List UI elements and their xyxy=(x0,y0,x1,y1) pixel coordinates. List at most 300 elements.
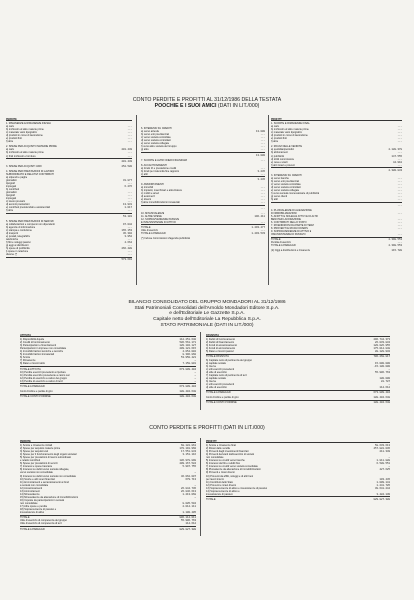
line-item-label: 5. SPESE PER PRESTAZIONI DI SERVIZI xyxy=(6,219,54,223)
line-item-label: c) stampa e confezione xyxy=(6,228,32,232)
line-item-amount: --- xyxy=(260,139,265,143)
line-item-label: 3) Partecipazioni e finanziamenti xyxy=(20,344,57,348)
line-item-amount: 209.167.584 xyxy=(179,462,196,466)
line-item-amount: --- xyxy=(260,198,265,202)
column-heading xyxy=(271,118,402,121)
line-item-label: 2. SPESE PER ACQUISTO MATERIE PRIME xyxy=(6,145,57,149)
line-item-amount: --- xyxy=(397,151,402,155)
line-item-label: c) utili esercizi precedenti xyxy=(206,367,235,371)
line-item-amount: 829.827.388 xyxy=(179,527,196,531)
line-item-label: 11) Ammortamenti e accantonamenti ai fondi xyxy=(20,480,70,484)
line-item-amount: 679.713 xyxy=(185,477,196,481)
line-item-amount: -15.180.000 xyxy=(373,364,390,368)
line-item-amount: 1.009.141 xyxy=(376,480,390,484)
line-item xyxy=(20,395,196,398)
line-item-amount: 26.033.834 xyxy=(374,341,390,345)
line-item-label: 11) Perdita esercizio precedente a carico soci xyxy=(20,373,71,377)
line-item-amount: 175.014.848 xyxy=(373,347,390,351)
line-item-label: BENI PER LAVORAZIONE xyxy=(271,217,301,221)
line-item-label: Utile d'esercizio di competenza di terzi xyxy=(20,522,63,526)
line-item-amount: --- xyxy=(127,197,132,201)
line-item-label: 10) Proventi da affitti, noleggi e di altri beni xyxy=(206,474,254,478)
line-item-label: 7) Interessi e spese bancarie xyxy=(20,465,53,469)
line-item-label: TOTALE A PAREGGIO xyxy=(271,244,297,248)
line-item xyxy=(141,221,265,224)
line-item-amount: — xyxy=(388,382,390,386)
line-item-label: non consolidate xyxy=(206,456,224,460)
line-item-label: a) verso banche xyxy=(271,176,289,180)
line-item-label: c) lavoro precario xyxy=(6,200,26,204)
line-item-amount: --- xyxy=(127,134,132,138)
line-item-amount: 673.809.404 xyxy=(179,367,196,371)
line-item-label: verso società non consolidate xyxy=(20,471,53,475)
line-item-amount: --- xyxy=(397,189,402,193)
line-item-amount: --- xyxy=(397,192,402,196)
line-item-label: b) verso enti previdenziali xyxy=(271,180,300,184)
section2-title-line1: BILANCIO CONSOLIDATO DEL GRUPPO MONDADORI AL 31/12/1986 xyxy=(128,300,286,305)
line-item-amount: --- xyxy=(127,137,132,141)
line-item-amount xyxy=(388,334,390,336)
line-item-amount: 120.102.127 xyxy=(179,344,196,348)
section2-attivita-column xyxy=(20,334,196,398)
line-item-amount: 68.181.861 xyxy=(180,444,196,448)
line-item xyxy=(141,173,265,176)
line-item-label: g) verso clienti xyxy=(271,195,288,199)
line-item-label: 9) Interessi su debiti verso società non consolidate xyxy=(20,474,77,478)
line-item-amount: --- xyxy=(397,211,402,215)
line-item-label: 7) Rimanenze xyxy=(20,359,36,363)
line-item-label: insussistenze di passivo xyxy=(206,492,233,496)
line-item-amount: 8.396.860 xyxy=(182,353,196,357)
line-item-label: f) altre xyxy=(6,209,14,213)
line-item-label: 11. ALTRE SPESE xyxy=(141,214,162,218)
line-item-label: b) inchiostri ed altre materie prime xyxy=(271,128,309,132)
line-item-amount: 4.664 xyxy=(124,241,132,245)
line-item-amount: --- xyxy=(127,154,132,158)
line-item-label: 9. SOPRAVVENIENZE DI ATTIVO E xyxy=(271,229,312,233)
line-item-amount xyxy=(388,440,390,442)
line-item-amount: --- xyxy=(127,253,132,257)
line-item-label: d) verso società controllanti xyxy=(141,139,172,143)
line-item-amount: 427.625 xyxy=(379,468,390,472)
line-item-label: a) fondo tfr e prestazione crediti xyxy=(141,166,177,170)
column-heading xyxy=(20,334,196,337)
line-item-amount: 115.788 xyxy=(391,249,402,253)
line-item-amount: 55.906.763 xyxy=(374,370,390,374)
line-item-amount: 829.827.388 xyxy=(373,498,390,502)
line-item-amount xyxy=(263,237,265,240)
section1-profitti-column xyxy=(271,118,402,252)
line-item-amount: 120.026.955 xyxy=(373,344,390,348)
line-item-label: 7) Interessi su crediti verso società consolidate xyxy=(206,465,258,469)
line-item-label: h) altri xyxy=(271,198,278,202)
line-item-amount: 13.000 xyxy=(255,153,265,157)
section2-header xyxy=(0,300,414,328)
line-item-amount: — xyxy=(388,465,390,469)
line-item-amount: 103.445 xyxy=(379,477,390,481)
line-item-label: SUBORDINATO E RELATIVI CONTRIBUTI xyxy=(6,172,55,176)
line-item-amount: --- xyxy=(127,140,132,144)
line-item-label: 5. AFFITTI E NOLEGGI ATTIVI E DI ALTRI xyxy=(271,214,319,218)
line-item-amount: --- xyxy=(397,220,402,224)
line-item-label: 4. PLUSVALENZE DI ALIENAZIONE xyxy=(271,208,312,212)
line-item-label: TOTALE A PAREGGIO xyxy=(206,391,232,395)
line-item-amount: --- xyxy=(127,225,132,229)
line-item-label: 2. RICAVI DELLE VENDITE xyxy=(271,145,303,149)
line-item-label: 14) Sopravvenienze di attivo e xyxy=(206,489,240,493)
line-item-label: 7. SCORTE E ALTRI ONERI FINANZIARI xyxy=(141,158,188,162)
line-item-label: b) inchiostri ed altre materie prime xyxy=(6,128,44,132)
column-divider xyxy=(136,115,137,285)
line-item-amount: 6.588.551 xyxy=(376,462,390,466)
line-item-amount: --- xyxy=(397,180,402,184)
line-item-label: 1) Scorte e rimanenze iniziali xyxy=(20,444,53,448)
line-item-label: e) prodotti finiti xyxy=(6,137,23,141)
line-item-amount xyxy=(194,334,196,336)
line-item-amount: --- xyxy=(260,206,265,210)
line-item-amount xyxy=(130,118,132,120)
line-item-amount: --- xyxy=(397,203,402,207)
line-item-label: 3. INTERESSI SU CREDITI xyxy=(271,173,302,177)
line-item-label: PERDITE xyxy=(20,440,31,443)
section3-profitti-column xyxy=(206,440,390,501)
section3-perdite-column xyxy=(20,440,196,531)
line-item-amount: 2.398.553 xyxy=(388,244,402,248)
line-item-label: a) capitale sociale xyxy=(206,376,227,380)
line-item-label: a) verso aziende xyxy=(141,130,160,134)
line-item-amount: 5.997.755 xyxy=(182,465,196,469)
line-item-label: 1) Disponibilità liquide xyxy=(20,338,45,342)
line-item-label: 2) Spese per acquisto materie prime xyxy=(20,447,61,451)
section3-header xyxy=(0,426,414,432)
line-item-amount: — xyxy=(194,495,196,499)
section2-title-line3: e dell'Editoriale Le Gazzette S.p.A. xyxy=(169,311,245,317)
section1-title-line2: POOCHIE E I SUOI AMICI xyxy=(154,102,217,109)
line-item xyxy=(271,233,402,236)
section1-middle-column xyxy=(141,127,265,240)
line-item-amount: — xyxy=(194,376,196,380)
line-item xyxy=(20,522,196,525)
line-item-label: INSUSSISTENZE DI PASSIVO xyxy=(271,232,306,236)
line-item-label: a) capitale sociale xyxy=(206,361,227,365)
line-item-amount: 180.000 xyxy=(379,376,390,380)
line-item-label: 12) Proventi e ricavi diversi xyxy=(206,483,237,487)
line-item-label: a) carta xyxy=(6,125,15,129)
column-divider xyxy=(200,438,201,536)
line-item-label: a) collaborazioni e compensi non dipendenti xyxy=(6,222,55,226)
line-item-label: diverse (*) xyxy=(6,253,18,257)
line-item-label: d) verso società controllanti xyxy=(271,186,302,190)
line-item-label: giornalisti xyxy=(6,178,17,182)
line-item-label: 12) Accantonamenti xyxy=(20,486,43,490)
line-item-label: c) materiale vario tipografico xyxy=(271,131,303,135)
line-item-label: d) utile di esercizio xyxy=(206,370,227,374)
line-item-amount: 7.158.801 xyxy=(182,362,196,366)
line-item-amount: 114.612 xyxy=(185,522,196,526)
line-item-label: b) abbonamenti xyxy=(271,151,289,155)
line-item-amount: --- xyxy=(127,128,132,132)
line-item-amount: 147.555 xyxy=(391,154,402,158)
line-item-amount: --- xyxy=(127,151,132,155)
line-item-label: 3. SPESE PER ACQUISTI VARI xyxy=(6,164,42,168)
line-item-label: 1. SCORTE E RIMANENZE FINALI xyxy=(271,122,311,126)
line-item-amount: 806.114.011 xyxy=(179,516,196,520)
line-item-amount: 38.641.244 xyxy=(374,486,390,490)
line-item-label: c) altri xyxy=(141,172,148,176)
line-item-label: 13) Ammortamenti xyxy=(20,489,41,493)
line-item-amount: 188.404.648 xyxy=(179,390,196,394)
line-item-label: PERDITE xyxy=(6,118,17,121)
line-item-label: f) altre immobilizzazioni immateriali xyxy=(141,201,180,205)
section2-title-line5: STATO PATRIMONIALE (DATI IN LIT./000) xyxy=(160,322,254,328)
line-item-label: a) immobili xyxy=(141,186,154,190)
line-item-label: 6) Interessi da fitti e redditi fissi xyxy=(206,462,241,466)
line-item-amount: 15.000.000 xyxy=(374,361,390,365)
line-item-label: DI IMMOBILIZZAZIONI xyxy=(271,211,297,215)
line-item-label: impiegati xyxy=(6,185,17,189)
line-item-amount: 6.276 xyxy=(124,185,132,189)
line-item-label: 4) Proventi derivanti dall'esercizio di società xyxy=(206,453,255,457)
line-item-label: 8) Interessi su debiti verso società collegate, xyxy=(20,468,70,472)
line-item-amount: 457.881.036 xyxy=(373,447,390,451)
line-item-label: e) contributi previdenziali e assistenziali xyxy=(6,206,50,210)
line-item-amount: — xyxy=(388,456,390,460)
line-item-amount: 1.241.785 xyxy=(376,483,390,487)
line-item-amount: 1.293.533 xyxy=(251,232,265,236)
line-item-label: b) inchiostri ed altre materie prime xyxy=(6,151,44,155)
line-item-label: 9) Proventi e ricavi diversi xyxy=(206,471,235,475)
line-item xyxy=(141,237,265,240)
line-item-label: PROFITTI xyxy=(206,440,218,443)
line-item-amount: 4.054.002 xyxy=(182,350,196,354)
line-item-amount: --- xyxy=(397,183,402,187)
line-item-label: 2) Crediti di funzionamento xyxy=(20,341,50,345)
line-item-amount: 13.931 xyxy=(122,203,132,207)
line-item-amount: 170.191.960 xyxy=(179,447,196,451)
column-heading xyxy=(206,334,390,337)
line-item-amount: 1.213.068 xyxy=(182,492,196,496)
line-item-label: ATTIVITÀ xyxy=(20,334,32,337)
line-item-label: c) finiti inchiostri e forniture xyxy=(6,154,36,158)
line-item xyxy=(271,249,402,252)
line-item-label: c) utili esercizi precedenti xyxy=(206,382,235,386)
line-item-amount: 586.561.171 xyxy=(179,341,196,345)
line-item-label: 1) Scorte e rimanenze finali xyxy=(206,444,237,448)
line-item-amount: — xyxy=(194,379,196,383)
line-item-amount: 188.404.648 xyxy=(373,396,390,400)
line-item-amount: --- xyxy=(260,189,265,193)
line-item-label: 3) Spese per acquisti vari xyxy=(20,450,49,454)
line-item-label: PROFITTI xyxy=(271,118,283,121)
column-heading xyxy=(6,118,132,121)
section1-header xyxy=(0,98,414,110)
line-item-label: e) diversi xyxy=(141,198,152,202)
line-item-label: E INSUSSISTENZE DI ATTIVO xyxy=(141,220,176,224)
line-item-label: c) mobili e arredi xyxy=(141,192,160,196)
line-item-amount: --- xyxy=(260,229,265,233)
line-item xyxy=(206,350,390,353)
line-item-label: a) carta xyxy=(271,125,280,129)
line-item-label: h) spese di pubblicità xyxy=(6,247,30,251)
line-item-amount: --- xyxy=(127,238,132,242)
section2-title-line2: Stati Patrimoniali Consolidati dell'Arnoldo Mondadori Editore S.p.A. xyxy=(134,305,280,311)
line-item-label: per lavori interni xyxy=(206,477,224,481)
line-item-label: e) verso società collegate xyxy=(141,142,170,146)
section3-title: CONTO PERDITE E PROFITTI (DATI IN LIT./000) xyxy=(149,425,265,431)
line-item-amount: 26.844.736 xyxy=(180,486,196,490)
line-item-amount: 3.151.116 xyxy=(182,453,196,457)
line-item-amount: --- xyxy=(397,157,402,161)
line-item-amount: --- xyxy=(260,172,265,176)
line-item-amount: — xyxy=(194,471,196,475)
line-item-label: 13) Perdite di esercizio a carico di terzi xyxy=(20,379,63,383)
line-item xyxy=(20,390,196,393)
column-divider xyxy=(200,332,201,410)
line-item-label: e) resa e scarti xyxy=(271,160,288,164)
line-item-amount: 1.811.888 xyxy=(376,459,390,463)
line-item-amount: --- xyxy=(397,128,402,132)
line-item-amount: --- xyxy=(127,125,132,129)
line-item xyxy=(20,362,196,365)
line-item xyxy=(20,380,196,383)
line-item-label: 2) Ricavi dalle vendite xyxy=(206,447,231,451)
line-item-amount: 165.153 xyxy=(121,228,132,232)
line-item-amount: --- xyxy=(127,191,132,195)
line-item-amount: --- xyxy=(397,137,402,141)
line-item-amount: 44.910 xyxy=(392,160,402,164)
line-item-label: 10) Perdite esercizi precedenti a riportare xyxy=(20,370,66,374)
line-item-amount: --- xyxy=(260,142,265,146)
line-item-amount: --- xyxy=(260,166,265,170)
column-heading xyxy=(20,440,196,443)
line-item-amount: 201.449 xyxy=(121,159,132,163)
line-item-label: 10) Scorte e altri oneri finanziari xyxy=(20,477,56,481)
line-item-amount: --- xyxy=(397,232,402,236)
line-item-label: 18) Sopravvenienze di passivo e xyxy=(20,508,57,512)
line-item-amount: 46.062.007 xyxy=(180,474,196,478)
line-item-label: Perdita d'esercizio xyxy=(271,241,292,245)
line-item-amount: --- xyxy=(397,131,402,135)
line-item xyxy=(206,396,390,399)
line-item-label: 12. SOPRAVVENIENZE PASSIVE xyxy=(141,217,180,221)
line-item-amount: 252.580 xyxy=(121,164,132,168)
line-item xyxy=(141,201,265,204)
line-item-label: i) spese in relazione xyxy=(6,250,29,254)
line-item-label: f) verso società concessionarie di pubblicità xyxy=(271,192,320,196)
line-item-amount: 673.809.404 xyxy=(179,385,196,389)
line-item-label: d) acconti prestazioni xyxy=(6,203,30,207)
line-item-amount: --- xyxy=(260,211,265,215)
line-item-amount: --- xyxy=(260,220,265,224)
line-item-label: f) verso altre società del Gruppo xyxy=(141,145,177,149)
line-item-amount: 1.293.477 xyxy=(251,226,265,230)
line-item-label: impiegati xyxy=(6,197,17,201)
line-item-label: TOTALE PASSIVITÀ xyxy=(206,355,229,359)
line-item-label: 14) Minusvalenze xyxy=(20,492,40,496)
line-item-amount: 17.551.843 xyxy=(180,450,196,454)
line-item-amount: --- xyxy=(397,217,402,221)
line-item-amount: --- xyxy=(397,134,402,138)
line-item-label: 4) Fondi di ammortamento xyxy=(206,347,236,351)
line-item-label: 8) Plusvalenze da alienazione di immobilizzazioni xyxy=(206,468,261,472)
line-item-label: 5) Spese per prestazioni di lavoro subordinato xyxy=(20,456,72,460)
line-item-label: 4) Immobilizzazioni tecniche e tecniche xyxy=(20,350,64,354)
line-item-label: b) riserve xyxy=(206,364,217,368)
section1-perdite-column xyxy=(6,118,132,262)
line-item-label: a società non consolidate xyxy=(20,483,49,487)
line-item-amount xyxy=(400,118,402,120)
line-item-label: f) altre xyxy=(271,140,279,144)
line-item-amount: 3.245 xyxy=(257,178,265,182)
line-item-label: d) utile di esercizio xyxy=(206,385,227,389)
line-item-amount: --- xyxy=(260,145,265,149)
line-item-label: TOTALE xyxy=(20,516,30,520)
line-item-label: 7. RIVENDIZIONI DA PARTE DI TERZI xyxy=(271,223,315,227)
line-item-label: d) automezzi xyxy=(141,195,156,199)
line-item-amount: 112.251.640 xyxy=(179,338,196,342)
line-item-amount: 3.484.130 xyxy=(376,492,390,496)
line-item-amount: — xyxy=(194,373,196,377)
line-item-label: giornalisti xyxy=(6,191,17,195)
line-item-label: d) prodotti in corso di lavorazione xyxy=(6,134,43,138)
line-item xyxy=(206,386,390,389)
line-item-label: c) verso società controllate xyxy=(271,183,301,187)
line-item-label: f) altre xyxy=(6,140,14,144)
line-item-label: 11) Contributi dello Stato xyxy=(206,480,234,484)
line-item-amount: --- xyxy=(127,182,132,186)
line-item xyxy=(141,148,265,151)
line-item-label: a) carta xyxy=(6,148,15,152)
line-item-amount: --- xyxy=(260,148,265,152)
line-item-amount: — xyxy=(194,370,196,374)
line-item xyxy=(6,155,132,158)
line-item-label: TOTALE A PAREGGIO xyxy=(141,232,167,236)
line-item-amount: 13.000 xyxy=(255,130,265,134)
line-item xyxy=(206,401,390,404)
line-item-amount: 201.449 xyxy=(121,148,132,152)
line-item-amount: 706.268.817 xyxy=(373,355,390,359)
line-item-label: 17) Altre spese e perdite xyxy=(20,504,48,508)
column-divider xyxy=(268,115,269,285)
line-item-label: 2) Debiti di finanziamento xyxy=(206,341,235,345)
line-item-amount: --- xyxy=(397,226,402,230)
line-item-label: 4. SPESE PER PRESTAZIONI DI LAVORO xyxy=(6,169,55,173)
section1-title-suffix: (DATI IN LIT./000) xyxy=(217,102,260,109)
line-item-amount: --- xyxy=(397,241,402,245)
line-item-label: b) impianti, macchinari e attrezzature xyxy=(141,189,182,193)
line-item-label: 3) Fondi di accantonamento xyxy=(206,344,237,348)
line-item-label: b) agenzie di informazione xyxy=(6,225,36,229)
line-item-amount: --- xyxy=(397,195,402,199)
line-item-amount: 209.121.615 xyxy=(179,347,196,351)
line-item-label: e) prodotti finiti xyxy=(271,137,288,141)
line-item-amount: 53.950.421 xyxy=(180,356,196,360)
line-item-label: 8. PROVENTI E RICAVI DIVERSI xyxy=(271,226,309,230)
line-item-label: a) stipendi e paghe xyxy=(6,175,28,179)
line-item-label: e) verso società collegate xyxy=(271,189,300,193)
line-item-label: telefoniche xyxy=(6,238,19,242)
line-item-amount: 81.787 xyxy=(380,379,390,383)
line-item-label: TOTALE xyxy=(141,226,151,230)
line-item-amount: --- xyxy=(260,186,265,190)
line-item-amount: --- xyxy=(260,133,265,137)
line-item-amount: 2.398.553 xyxy=(388,238,402,242)
line-item-label: f) altri ricavi e proventi xyxy=(271,163,296,167)
line-item-label: 4) Spese per il funzionamento degli organi societari xyxy=(20,453,77,457)
line-item-label: d) trasporti xyxy=(6,231,18,235)
line-item xyxy=(271,164,402,167)
line-item-amount: --- xyxy=(260,136,265,140)
